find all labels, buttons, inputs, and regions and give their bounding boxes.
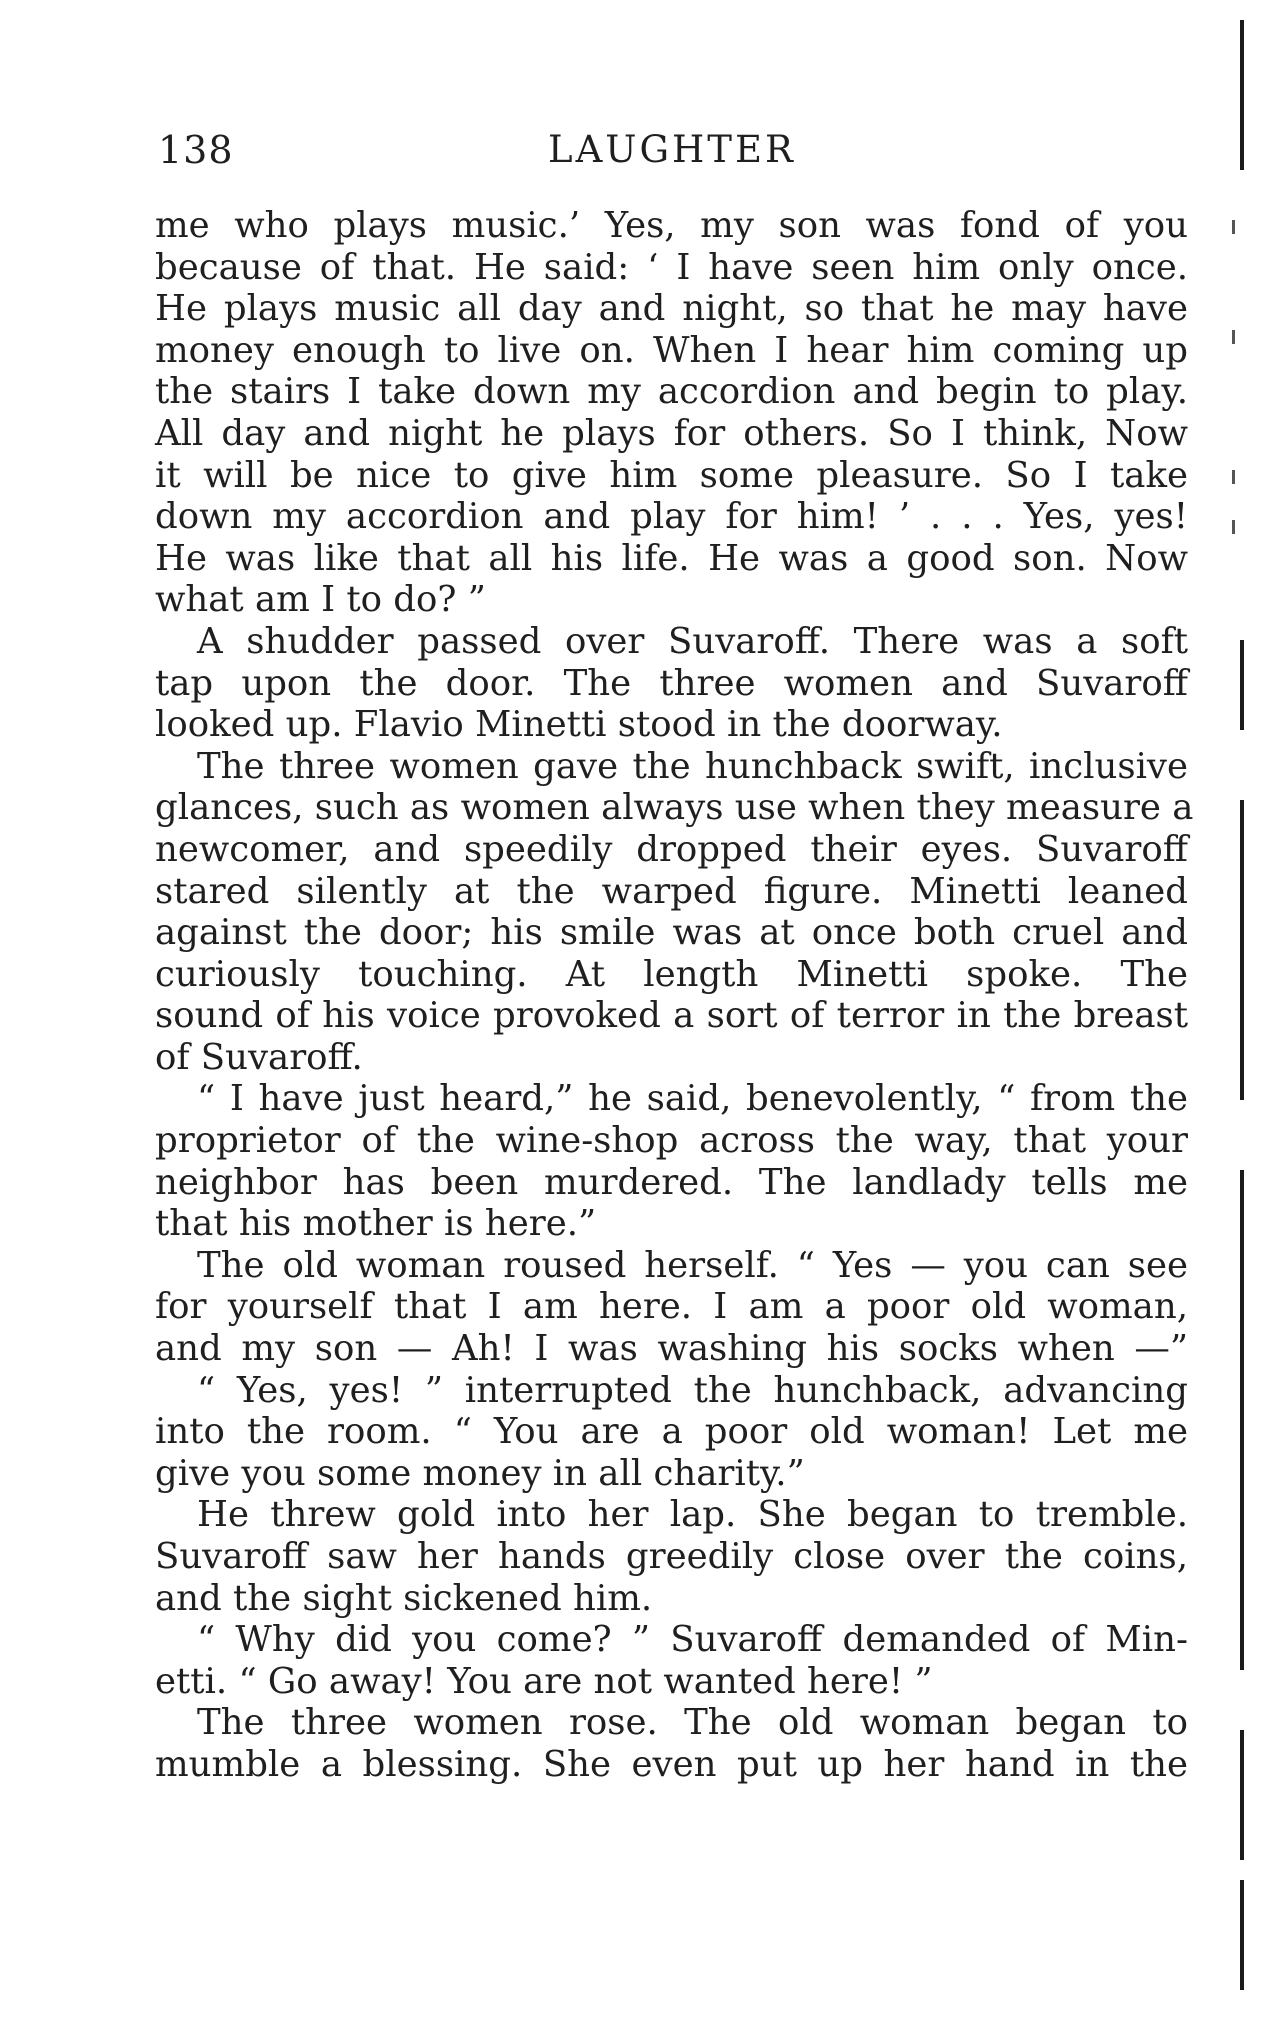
text-line: He was like that all his life. He was a good son. Now <box>155 537 1188 579</box>
text-line: give you some money in all charity.” <box>155 1452 805 1494</box>
page-edge-mark <box>1240 640 1244 730</box>
text-line: The old woman roused herself. “ Yes — you can see <box>197 1244 1188 1286</box>
text-line: of Suvaroff. <box>155 1036 363 1078</box>
page-edge-mark <box>1240 800 1244 1100</box>
page-header <box>158 128 1188 178</box>
page-edge-speck <box>1232 470 1235 484</box>
page-edge-speck <box>1232 520 1235 534</box>
page-edge-mark <box>1240 1730 1244 1860</box>
text-line: He threw gold into her lap. She began to tremble. <box>197 1494 1188 1536</box>
running-title: LAUGHTER <box>548 128 796 171</box>
text-line: “ Why did you come? ” Suvaroff demanded of Min- <box>197 1619 1188 1661</box>
text-line: sound of his voice provoked a sort of terror in the breast <box>155 995 1188 1037</box>
text-line: because of that. He said: ‘ I have seen him only once. <box>155 246 1188 288</box>
text-line: me who plays music.’ Yes, my son was fond of you <box>155 205 1188 246</box>
text-line: “ Yes, yes! ” interrupted the hunchback, advancing <box>197 1369 1188 1411</box>
text-line: proprietor of the wine-shop across the way, that your <box>155 1120 1188 1162</box>
text-line: stared silently at the warped figure. Minetti leaned <box>155 870 1188 912</box>
text-line: and my son — Ah! I was washing his socks when —” <box>155 1328 1188 1370</box>
text-line: against the door; his smile was at once both cruel and <box>155 912 1188 954</box>
text-line: money enough to live on. When I hear him coming up <box>155 329 1188 371</box>
text-line: He plays music all day and night, so that he may have <box>155 288 1188 330</box>
page-edge-speck <box>1232 220 1235 234</box>
text-line: The three women gave the hunchback swift, inclusive <box>197 745 1188 787</box>
text-line: neighbor has been murdered. The landlady tells me <box>155 1161 1188 1203</box>
text-line: A shudder passed over Suvaroff. There was a soft <box>197 620 1188 662</box>
text-line: the stairs I take down my accordion and begin to play. <box>155 371 1188 413</box>
page-edge-mark <box>1240 1880 1244 1990</box>
text-line: that his mother is here.” <box>155 1203 597 1245</box>
text-line: what am I to do? ” <box>155 579 486 621</box>
text-line: looked up. Flavio Minetti stood in the doorway. <box>155 704 1003 746</box>
text-line: The three women rose. The old woman began to <box>197 1702 1188 1744</box>
page-edge-mark <box>1240 1170 1244 1670</box>
page-edge-mark <box>1240 20 1244 170</box>
page-number: 138 <box>158 128 234 172</box>
text-line: newcomer, and speedily dropped their eyes. Suvaroff <box>155 828 1188 870</box>
text-line: curiously touching. At length Minetti spoke. The <box>155 953 1188 995</box>
text-line: into the room. “ You are a poor old woman! Let me <box>155 1411 1188 1453</box>
text-line: down my accordion and play for him! ’ . . . Yes, yes! <box>155 496 1188 538</box>
text-line: and the sight sickened him. <box>155 1577 653 1619</box>
text-line: “ I have just heard,” he said, benevolently, “ from the <box>197 1078 1188 1120</box>
text-line: it will be nice to give him some pleasure. So I take <box>155 454 1188 496</box>
page-edge-speck <box>1232 330 1235 344</box>
text-line: Suvaroff saw her hands greedily close over the coins, <box>155 1536 1188 1577</box>
text-line: glances, such as women always use when they measure a <box>155 787 1194 829</box>
text-line: mumble a blessing. She even put up her hand in the <box>155 1743 1188 1785</box>
body-text <box>155 205 1194 1786</box>
text-line: for yourself that I am here. I am a poor old woman, <box>155 1286 1188 1328</box>
text-line: tap upon the door. The three women and Suvaroff <box>155 662 1188 704</box>
text-line: All day and night he plays for others. So I think, Now <box>155 412 1188 454</box>
text-line: etti. “ Go away! You are not wanted here! ” <box>155 1660 933 1702</box>
